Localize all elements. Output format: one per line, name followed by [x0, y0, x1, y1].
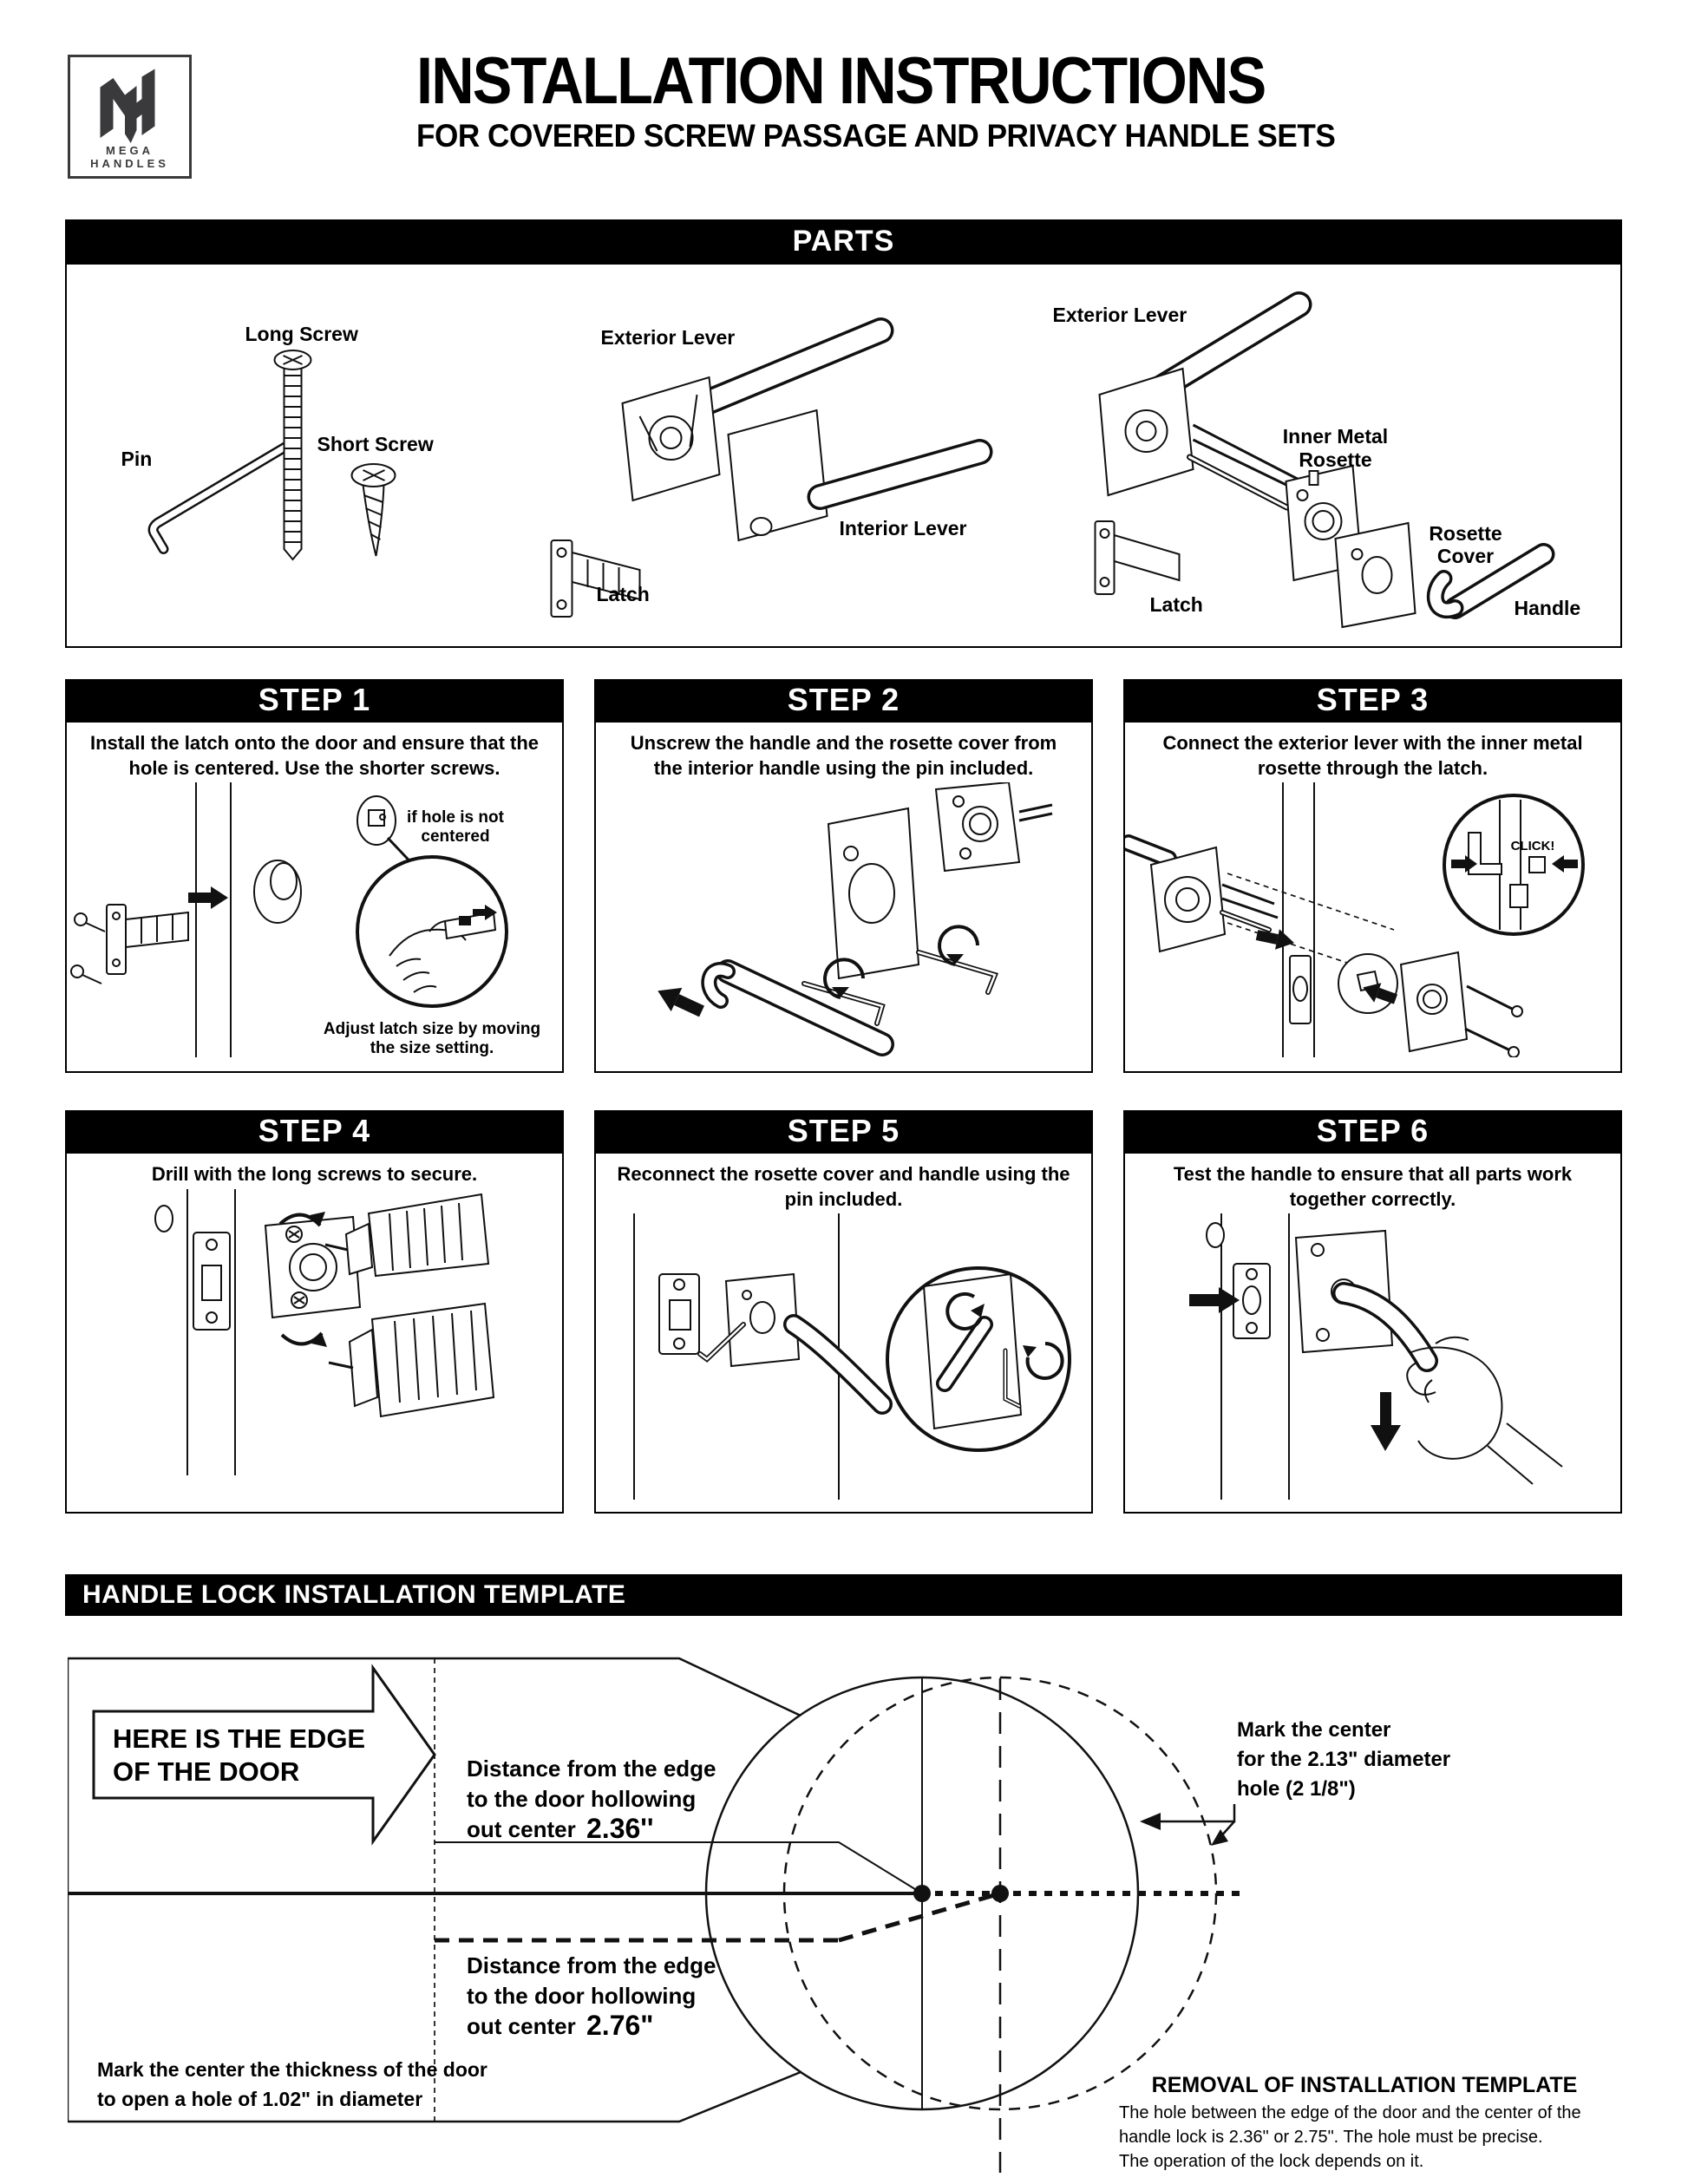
handle-inset-drawing: [887, 1268, 1070, 1450]
click-label: CLICK!: [1510, 839, 1555, 854]
rosette-cover-label-1: Rosette: [1429, 522, 1502, 545]
short-screw-drawing: [352, 464, 396, 556]
rosette-lever-drawing: [1296, 1231, 1427, 1361]
rosette-cover-label-2: Cover: [1436, 545, 1495, 567]
distance-top-value: 2.36'': [586, 1813, 654, 1844]
distance-top-line-2: to the door hollowing: [467, 1786, 697, 1812]
middle-assembly-drawing: [552, 330, 980, 617]
hole-measure-arrows: [1140, 1804, 1234, 1846]
adjust-note-line-1: Adjust latch size by moving: [323, 1020, 541, 1039]
parts-section-header: [65, 219, 1622, 263]
interior-lever-label: Interior Lever: [839, 517, 967, 539]
step-5-header: STEP 5: [594, 1110, 1093, 1152]
door-edge-arrow: [94, 1668, 435, 1841]
latch-drawing: [71, 905, 188, 984]
step-3-text: Connect the exterior lever with the inner metal rosette through the latch.: [1162, 732, 1583, 779]
removal-heading: REMOVAL OF INSTALLATION TEMPLATE: [1151, 2073, 1578, 2097]
page-title: INSTALLATION INSTRUCTIONS: [416, 44, 1266, 118]
inner-rosette-screws-drawing: [1338, 952, 1522, 1057]
latch-on-door-drawing: [1290, 956, 1311, 1023]
inner-metal-rosette-label-1: Inner Metal: [1282, 425, 1389, 448]
parts-diagram-panel: [65, 263, 1622, 648]
drill-top-drawing: [325, 1194, 488, 1276]
parts-title: PARTS: [792, 224, 895, 258]
brand-logo: [68, 55, 192, 179]
mark-thickness-line-1: Mark the center the thickness of the door: [97, 2058, 487, 2081]
step-4-header: STEP 4: [65, 1110, 564, 1152]
step-4-panel: [65, 1110, 564, 1514]
door-lines: [1207, 1213, 1289, 1500]
adjust-note-line-2: the size setting.: [370, 1039, 494, 1058]
adjust-inset-drawing: [357, 857, 507, 1006]
leader-line-236: [435, 1842, 922, 1893]
mark-thickness-line-2: to open a hole of 1.02" in diameter: [97, 2088, 423, 2110]
step-2-header: STEP 2: [594, 679, 1093, 721]
edge-arrow-text-1: HERE IS THE EDGE: [113, 1723, 366, 1754]
center-dot-276: [991, 1885, 1009, 1902]
arrow-right-icon: [188, 886, 228, 909]
removal-body-line-3: The operation of the lock depends on it.: [1119, 2152, 1424, 2171]
page-subtitle: FOR COVERED SCREW PASSAGE AND PRIVACY HANDLE SETS: [416, 118, 1336, 154]
mh-monogram-icon: [91, 62, 169, 146]
step-1-panel: [65, 679, 564, 1073]
door-hole-drawing: [254, 860, 301, 923]
removal-body-line-1: The hole between the edge of the door and the center of the: [1119, 2103, 1581, 2122]
distance-top-line-3: out center: [467, 1816, 576, 1842]
rosette-handle-drawing: [700, 1274, 882, 1404]
hole-note-line-1: if hole is not: [407, 808, 504, 827]
mark-hole-line-3: hole (2 1/8"): [1237, 1777, 1356, 1801]
step-6-panel: [1123, 1110, 1622, 1514]
step-5-panel: [594, 1110, 1093, 1514]
mark-hole-line-1: Mark the center: [1237, 1718, 1391, 1742]
step-4-illustration: [67, 1189, 562, 1475]
step-5-illustration: [596, 1213, 1091, 1500]
distance-bottom-line-2: to the door hollowing: [467, 1983, 697, 2009]
step-1-text: Install the latch onto the door and ensure that the hole is centered. Use the shorter screws.: [89, 732, 540, 779]
exterior-lever-right-label: Exterior Lever: [1052, 304, 1187, 326]
latch-plate-drawing: [1233, 1264, 1270, 1338]
mark-hole-line-2: for the 2.13" diameter: [1237, 1748, 1451, 1771]
template-section-header: [65, 1574, 1622, 1616]
step-3-illustration: [1125, 782, 1620, 1057]
drill-bottom-drawing: [329, 1304, 494, 1416]
step-4-text: Drill with the long screws to secure.: [151, 1163, 478, 1185]
distance-top-line-1: Distance from the edge: [467, 1756, 716, 1782]
template-bar-title: HANDLE LOCK INSTALLATION TEMPLATE: [82, 1580, 626, 1609]
long-screw-label: Long Screw: [245, 323, 358, 345]
installation-template-diagram: [68, 1644, 1620, 2184]
rosette-screws-drawing: [265, 1217, 360, 1318]
edge-arrow-text-2: OF THE DOOR: [113, 1756, 300, 1787]
distance-bottom-value: 2.76": [586, 2010, 654, 2041]
step-2-text: Unscrew the handle and the rosette cover from the interior handle using the pin included.: [630, 732, 1057, 779]
click-inset-drawing: [1444, 795, 1583, 934]
latch-plate-drawing: [193, 1233, 230, 1330]
step-3-panel: [1123, 679, 1622, 1073]
latch-right-label: Latch: [1149, 593, 1203, 616]
pin-label: Pin: [121, 448, 153, 470]
latch-plate-drawing: [659, 1274, 699, 1354]
hole-note-line-2: centered: [421, 827, 490, 847]
door-lines: [196, 782, 231, 1057]
rosette-cover-drawing: [828, 808, 919, 978]
short-screw-label: Short Screw: [317, 433, 434, 455]
step-3-header: STEP 3: [1123, 679, 1622, 721]
step-6-header: STEP 6: [1123, 1110, 1622, 1152]
leader-line-276-dashed: [435, 1893, 1000, 1940]
distance-bottom-line-1: Distance from the edge: [467, 1952, 716, 1978]
latch-mid-label: Latch: [596, 583, 650, 605]
step-6-text: Test the handle to ensure that all parts work together correctly.: [1173, 1163, 1573, 1210]
step-1-illustration: [67, 782, 562, 1057]
brand-name: MEGA HANDLES: [90, 144, 169, 170]
arrow-down-left-icon: [652, 979, 707, 1023]
removal-body-line-2: handle lock is 2.36" or 2.75". The hole must be precise.: [1119, 2128, 1543, 2147]
pin-drawing: [154, 447, 286, 549]
step-1-header: STEP 1: [65, 679, 564, 721]
inner-rosette-drawing: [936, 782, 1052, 871]
step-2-illustration: [596, 782, 1091, 1057]
step-2-panel: [594, 679, 1093, 1073]
step-5-text: Reconnect the rosette cover and handle using the pin included.: [617, 1163, 1070, 1210]
arrow-right-icon: [1189, 1287, 1240, 1313]
arrow-down-icon: [1371, 1392, 1401, 1451]
step-6-illustration: [1125, 1213, 1620, 1500]
handle-label: Handle: [1514, 597, 1581, 619]
inner-metal-rosette-label-2: Rosette: [1299, 448, 1372, 471]
distance-bottom-line-3: out center: [467, 2013, 576, 2039]
handle-drawing: [709, 970, 882, 1044]
exterior-lever-mid-label: Exterior Lever: [600, 326, 736, 349]
parts-illustration: [67, 265, 1620, 646]
